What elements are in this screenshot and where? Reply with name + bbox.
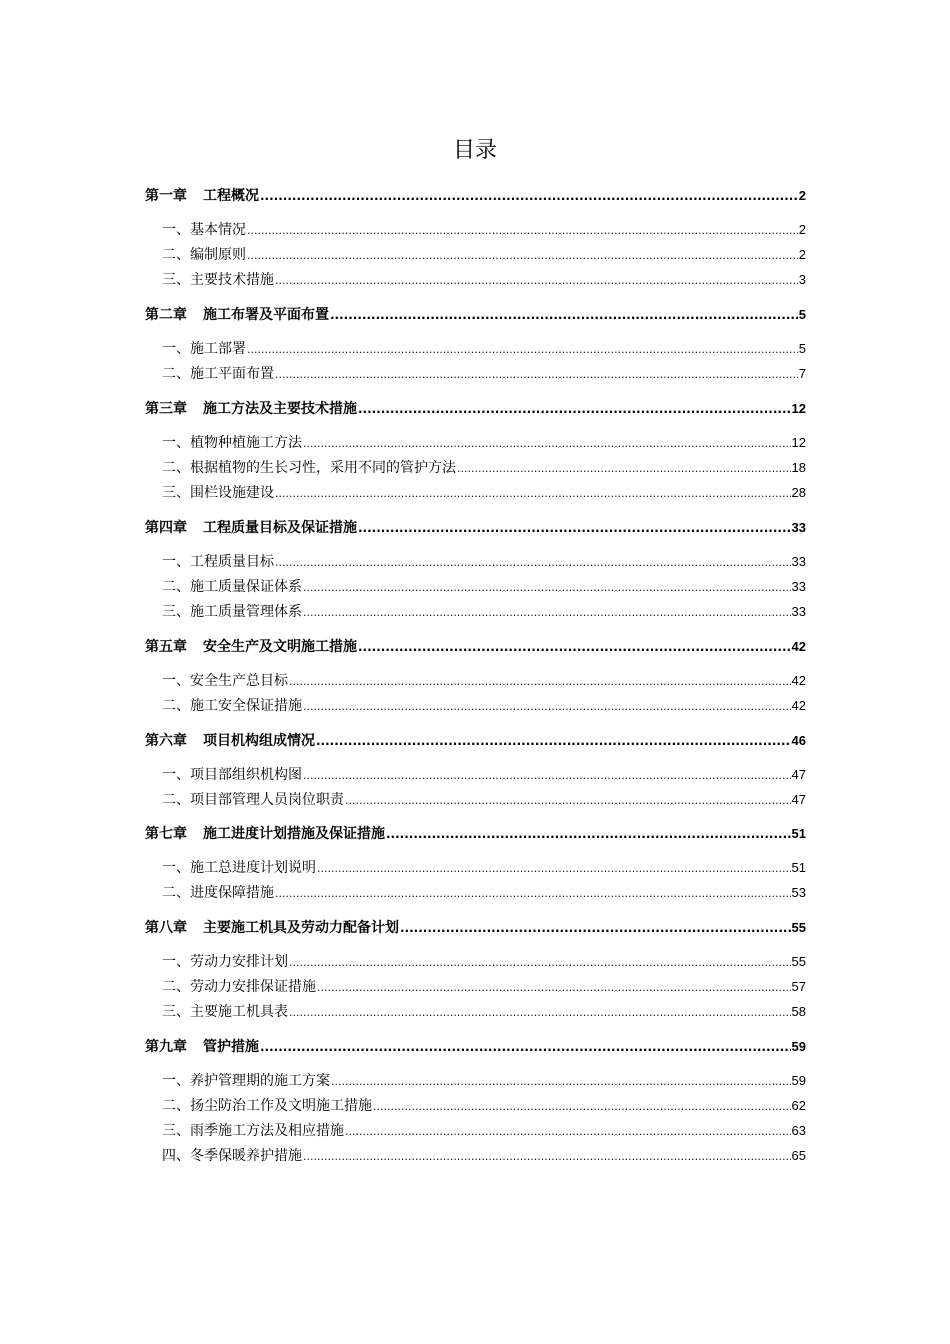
dot-leader [247, 220, 798, 242]
dot-leader [358, 398, 791, 420]
section-title: 三、施工质量管理体系 [162, 604, 302, 620]
toc-section-entry[interactable] [162, 576, 806, 598]
section-title: 二、编制原则 [162, 247, 246, 263]
chapter-title: 主要施工机具及劳动力配备计划 [203, 920, 399, 936]
toc-section-entry[interactable] [162, 1001, 806, 1023]
dot-leader [345, 1121, 791, 1143]
dot-leader [289, 952, 791, 974]
page-number: 55 [791, 954, 806, 969]
section-title: 二、扬尘防治工作及文明施工措施 [162, 1098, 372, 1114]
dot-leader [317, 858, 791, 880]
toc-chapter-entry[interactable] [145, 185, 806, 207]
dot-leader [289, 671, 791, 693]
page-number: 12 [791, 435, 806, 450]
toc-section-entry[interactable] [162, 976, 806, 998]
dot-leader [275, 364, 798, 386]
chapter-number: 第八章 [145, 920, 187, 936]
chapter-number: 第六章 [145, 733, 187, 749]
section-title: 一、施工总进度计划说明 [162, 860, 316, 876]
toc-section-entry[interactable] [162, 1070, 806, 1092]
page-number: 65 [791, 1148, 806, 1163]
toc-chapter-entry[interactable] [145, 304, 806, 326]
toc-section-entry[interactable] [162, 1095, 806, 1117]
dot-leader [303, 696, 791, 718]
chapter-title: 项目机构组成情况 [203, 733, 315, 749]
section-title: 一、施工部署 [162, 341, 246, 357]
page-number: 57 [791, 979, 806, 994]
page-number: 58 [791, 1004, 806, 1019]
chapter-number: 第二章 [145, 307, 187, 323]
page-number: 7 [798, 366, 806, 381]
dot-leader [303, 602, 791, 624]
toc-section-entry[interactable] [162, 269, 806, 291]
dot-leader [275, 270, 798, 292]
page-number: 42 [791, 673, 806, 688]
section-title: 一、植物种植施工方法 [162, 435, 302, 451]
section-title: 一、基本情况 [162, 222, 246, 238]
dot-leader [260, 185, 798, 207]
page-number: 2 [798, 188, 806, 203]
toc-section-entry[interactable] [162, 695, 806, 717]
page-number: 42 [791, 639, 806, 654]
chapter-title: 工程概况 [203, 188, 259, 204]
chapter-title: 工程质量目标及保证措施 [203, 520, 357, 536]
page-number: 33 [791, 579, 806, 594]
toc-chapter-entry[interactable] [145, 730, 806, 752]
page-number: 47 [791, 792, 806, 807]
section-title: 二、进度保障措施 [162, 885, 274, 901]
dot-leader [303, 577, 791, 599]
page-number: 63 [791, 1123, 806, 1138]
dot-leader [275, 552, 791, 574]
page-number: 2 [798, 222, 806, 237]
page-number: 5 [798, 341, 806, 356]
section-title: 二、施工安全保证措施 [162, 698, 302, 714]
chapter-number: 第四章 [145, 520, 187, 536]
section-title: 一、养护管理期的施工方案 [162, 1073, 330, 1089]
toc-section-entry[interactable] [162, 482, 806, 504]
section-title: 三、主要施工机具表 [162, 1004, 288, 1020]
dot-leader [345, 790, 791, 812]
toc-section-entry[interactable] [162, 764, 806, 786]
toc-chapter-entry[interactable] [145, 517, 806, 539]
section-title: 一、安全生产总目标 [162, 673, 288, 689]
page-number: 55 [791, 920, 806, 935]
toc-section-entry[interactable] [162, 882, 806, 904]
toc-section-entry[interactable] [162, 363, 806, 385]
chapter-title: 管护措施 [203, 1039, 259, 1055]
dot-leader [317, 977, 791, 999]
chapter-number: 第五章 [145, 639, 187, 655]
dot-leader [247, 245, 798, 267]
page-number: 59 [791, 1039, 806, 1054]
toc-chapter-entry[interactable] [145, 398, 806, 420]
dot-leader [275, 883, 791, 905]
dot-leader [247, 339, 798, 361]
toc-chapter-entry[interactable] [145, 917, 806, 939]
page-number: 28 [791, 485, 806, 500]
toc-chapter-entry[interactable] [145, 823, 806, 845]
page-number: 33 [791, 604, 806, 619]
page-number: 12 [791, 401, 806, 416]
page-number: 51 [791, 826, 806, 841]
section-title: 二、项目部管理人员岗位职责 [162, 792, 344, 808]
section-title: 二、施工平面布置 [162, 366, 274, 382]
section-title: 四、冬季保暖养护措施 [162, 1148, 302, 1164]
dot-leader [316, 730, 791, 752]
dot-leader [303, 433, 791, 455]
section-title: 三、围栏设施建设 [162, 485, 274, 501]
page-number: 47 [791, 767, 806, 782]
chapter-number: 第三章 [145, 401, 187, 417]
section-title: 二、根据植物的生长习性，采用不同的管护方法 [162, 460, 456, 476]
toc-section-entry[interactable] [162, 244, 806, 266]
dot-leader [373, 1096, 791, 1118]
page-number: 62 [791, 1098, 806, 1113]
chapter-number: 第七章 [145, 826, 187, 842]
page-number: 51 [791, 860, 806, 875]
dot-leader [331, 1071, 791, 1093]
dot-leader [358, 636, 791, 658]
section-title: 三、主要技术措施 [162, 272, 274, 288]
toc-section-entry[interactable] [162, 857, 806, 879]
toc-section-entry[interactable] [162, 951, 806, 973]
page-number: 46 [791, 733, 806, 748]
section-title: 一、工程质量目标 [162, 554, 274, 570]
chapter-title: 施工布署及平面布置 [203, 307, 329, 323]
chapter-number: 第九章 [145, 1039, 187, 1055]
page-number: 5 [798, 307, 806, 322]
dot-leader [289, 1002, 791, 1024]
dot-leader [358, 517, 791, 539]
dot-leader [386, 823, 791, 845]
toc-section-entry[interactable] [162, 1120, 806, 1142]
dot-leader [303, 1146, 791, 1168]
chapter-number: 第一章 [145, 188, 187, 204]
toc-section-entry[interactable] [162, 432, 806, 454]
toc-section-entry[interactable] [162, 457, 806, 479]
toc-section-entry[interactable] [162, 601, 806, 623]
chapter-title: 安全生产及文明施工措施 [203, 639, 357, 655]
page-number: 42 [791, 698, 806, 713]
page-number: 53 [791, 885, 806, 900]
section-title: 三、雨季施工方法及相应措施 [162, 1123, 344, 1139]
dot-leader [330, 304, 798, 326]
chapter-title: 施工进度计划措施及保证措施 [203, 826, 385, 842]
page-number: 33 [791, 554, 806, 569]
chapter-title: 施工方法及主要技术措施 [203, 401, 357, 417]
dot-leader [260, 1036, 791, 1058]
page-number: 33 [791, 520, 806, 535]
toc-section-entry[interactable] [162, 789, 806, 811]
toc-section-entry[interactable] [162, 338, 806, 360]
page-number: 18 [791, 460, 806, 475]
dot-leader [303, 765, 791, 787]
section-title: 二、施工质量保证体系 [162, 579, 302, 595]
toc-chapter-entry[interactable] [145, 1036, 806, 1058]
dot-leader [400, 917, 791, 939]
section-title: 二、劳动力安排保证措施 [162, 979, 316, 995]
section-title: 一、劳动力安排计划 [162, 954, 288, 970]
dot-leader [457, 458, 791, 480]
page-number: 3 [798, 272, 806, 287]
dot-leader [275, 483, 791, 505]
page-number: 2 [798, 247, 806, 262]
toc-chapter-entry[interactable] [145, 636, 806, 658]
section-title: 一、项目部组织机构图 [162, 767, 302, 783]
page-number: 59 [791, 1073, 806, 1088]
toc-section-entry[interactable] [162, 1145, 806, 1167]
toc-section-entry[interactable] [162, 219, 806, 241]
toc-section-entry[interactable] [162, 551, 806, 573]
page-title: 目录 [452, 138, 497, 163]
toc-section-entry[interactable] [162, 670, 806, 692]
